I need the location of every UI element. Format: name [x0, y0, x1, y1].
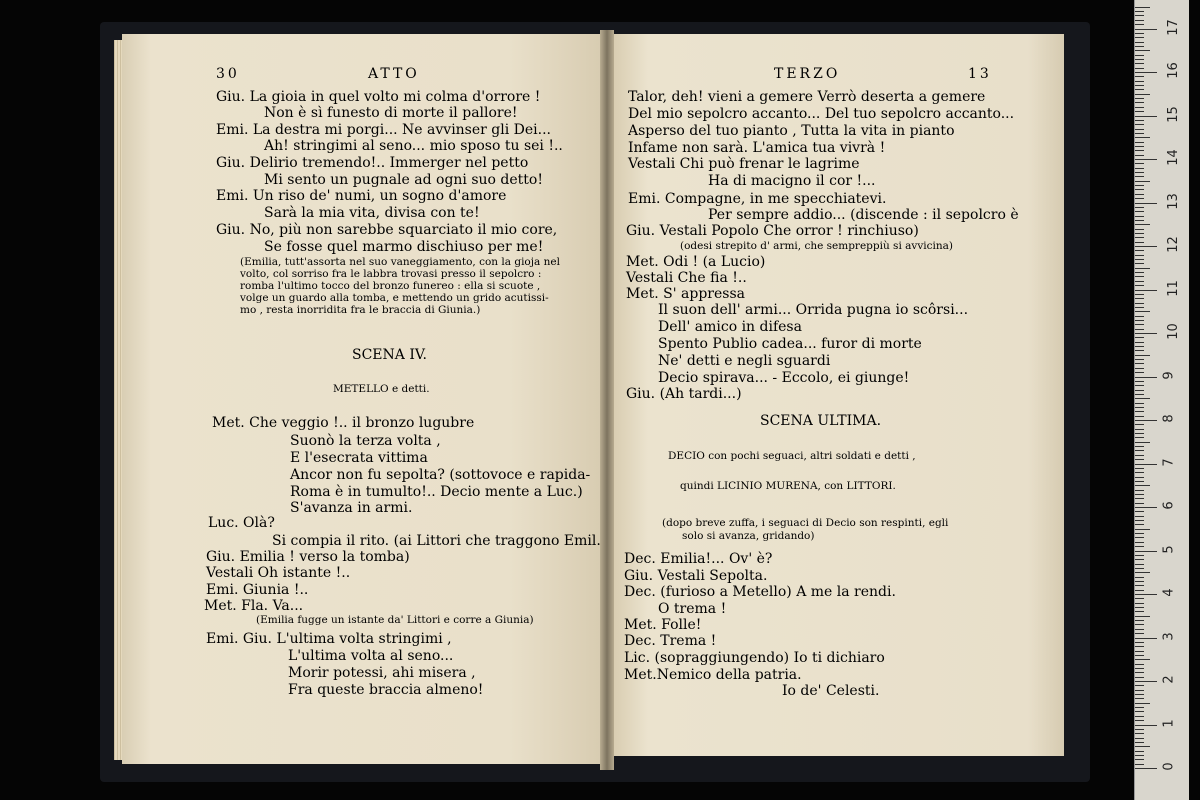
ruler-minor-tick [1135, 529, 1150, 530]
ruler-minor-tick [1135, 146, 1144, 147]
left-page-text-line: L'ultima volta al seno... [288, 648, 454, 664]
ruler-minor-tick [1135, 598, 1144, 599]
ruler-minor-tick [1135, 581, 1144, 582]
ruler-minor-tick [1135, 659, 1150, 660]
ruler-major-tick [1135, 116, 1157, 117]
ruler-minor-tick [1135, 294, 1144, 295]
right-page-text-line: Infame non sarà. L'amica tua vivrà ! [628, 140, 886, 156]
right-page-text-line: Vestali Chi può frenar le lagrime [628, 156, 860, 172]
right-page-text-line: Vestali Che fia !.. [626, 270, 747, 286]
right-page-text-line: Spento Publio cadea... furor di morte [658, 336, 922, 352]
left-page-text-line: S'avanza in armi. [290, 500, 413, 516]
ruler-label: 4 [1161, 588, 1177, 597]
ruler-minor-tick [1135, 764, 1144, 765]
ruler-minor-tick [1135, 181, 1150, 182]
ruler-major-tick [1135, 594, 1157, 595]
left-running-head: ATTO [368, 66, 420, 82]
ruler-label: 12 [1165, 236, 1181, 253]
left-page-text-line: Emi. La destra mi porgi... Ne avvinser gli Dei... [216, 122, 552, 138]
ruler-minor-tick [1135, 572, 1150, 573]
ruler-minor-tick [1135, 690, 1144, 691]
ruler-minor-tick [1135, 564, 1144, 565]
ruler-minor-tick [1135, 150, 1144, 151]
ruler-minor-tick [1135, 55, 1144, 56]
left-page-text-line: Suonò la terza volta , [290, 433, 441, 449]
ruler-major-tick [1135, 290, 1157, 291]
ruler-major-tick [1135, 464, 1157, 465]
ruler-minor-tick [1135, 307, 1144, 308]
ruler-minor-tick [1135, 385, 1144, 386]
ruler-minor-tick [1135, 329, 1144, 330]
ruler-minor-tick [1135, 176, 1144, 177]
right-page-number: 13 [968, 66, 992, 82]
right-page-text-line: (dopo breve zuffa, i seguaci di Decio son respinti, egli [662, 517, 949, 529]
ruler-minor-tick [1135, 655, 1144, 656]
ruler-minor-tick [1135, 468, 1144, 469]
ruler-label: 2 [1161, 675, 1177, 684]
ruler-minor-tick [1135, 607, 1144, 608]
ruler-minor-tick [1135, 276, 1144, 277]
left-page-text-line: Giu. Emilia ! verso la tomba) [206, 549, 410, 565]
left-page-text-line: Met. Che veggio !.. il bronzo lugubre [212, 415, 475, 431]
ruler-major-tick [1135, 159, 1157, 160]
ruler-minor-tick [1135, 707, 1144, 708]
ruler-minor-tick [1135, 511, 1144, 512]
ruler-minor-tick [1135, 98, 1144, 99]
ruler-minor-tick [1135, 642, 1144, 643]
ruler-minor-tick [1135, 746, 1150, 747]
ruler-minor-tick [1135, 620, 1144, 621]
ruler-major-tick [1135, 638, 1157, 639]
left-page-text-line: E l'esecrata vittima [290, 450, 428, 466]
left-page-text-line: Emi. Giunia !.. [206, 582, 309, 598]
ruler-label: 1 [1161, 718, 1177, 728]
ruler-minor-tick [1135, 537, 1144, 538]
ruler-minor-tick [1135, 342, 1144, 343]
right-page-text-line: Giu. (Ah tardi...) [626, 386, 742, 402]
ruler-minor-tick [1135, 446, 1144, 447]
left-page-text-line: Si compia il rito. (ai Littori che traggono Emil. [272, 533, 601, 549]
ruler-minor-tick [1135, 94, 1150, 95]
left-page-text-line: Vestali Oh istante !.. [206, 565, 351, 581]
ruler-minor-tick [1135, 107, 1144, 108]
ruler-minor-tick [1135, 168, 1144, 169]
ruler-label: 8 [1161, 414, 1177, 423]
ruler-minor-tick [1135, 698, 1144, 699]
right-page-text-line: quindi LICINIO MURENA, con LITTORI. [680, 480, 896, 492]
ruler-minor-tick [1135, 755, 1144, 756]
right-page-text-line: Met. S' appressa [626, 286, 745, 302]
ruler-minor-tick [1135, 11, 1144, 12]
right-page-text-line: SCENA ULTIMA. [760, 413, 882, 429]
ruler-minor-tick [1135, 272, 1144, 273]
ruler-major-tick [1135, 768, 1157, 769]
ruler-minor-tick [1135, 437, 1144, 438]
ruler-minor-tick [1135, 324, 1144, 325]
ruler-minor-tick [1135, 450, 1144, 451]
ruler-minor-tick [1135, 346, 1144, 347]
ruler-minor-tick [1135, 15, 1144, 16]
ruler-minor-tick [1135, 498, 1144, 499]
ruler-minor-tick [1135, 503, 1144, 504]
ruler-minor-tick [1135, 337, 1144, 338]
ruler-label: 13 [1165, 192, 1181, 210]
right-page-text-line: DECIO con pochi seguaci, altri soldati e detti , [668, 450, 916, 462]
right-page-text-line: Ha di macigno il cor !... [708, 173, 876, 189]
ruler-minor-tick [1135, 24, 1144, 25]
ruler-minor-tick [1135, 624, 1144, 625]
ruler-minor-tick [1135, 664, 1144, 665]
ruler-minor-tick [1135, 646, 1144, 647]
right-page-text-line: Met.Nemico della patria. [624, 667, 802, 683]
right-page-text-line: Dec. Trema ! [624, 633, 717, 649]
ruler-minor-tick [1135, 390, 1144, 391]
ruler-minor-tick [1135, 611, 1144, 612]
left-page-text-line: Met. Fla. Va... [204, 598, 304, 614]
ruler-minor-tick [1135, 411, 1144, 412]
ruler-minor-tick [1135, 89, 1144, 90]
ruler-minor-tick [1135, 133, 1144, 134]
right-page-text-line: Emi. Compagne, in me specchiatevi. [628, 191, 887, 207]
right-page-text-line: Del mio sepolcro accanto... Del tuo sepolcro accanto... [628, 106, 1015, 122]
ruler-label: 17 [1165, 18, 1181, 36]
right-page-text-line: (odesi strepito d' armi, che sempreppiù si avvicina) [680, 240, 953, 252]
ruler-minor-tick [1135, 729, 1144, 730]
ruler-minor-tick [1135, 494, 1144, 495]
ruler-minor-tick [1135, 237, 1144, 238]
ruler-minor-tick [1135, 233, 1144, 234]
ruler-minor-tick [1135, 129, 1144, 130]
right-running-head: TERZO [774, 66, 841, 82]
ruler-minor-tick [1135, 285, 1144, 286]
left-page-text-line: Giu. La gioia in quel volto mi colma d'orrore ! [216, 89, 541, 105]
ruler-minor-tick [1135, 394, 1144, 395]
ruler-minor-tick [1135, 172, 1144, 173]
left-page-text-line: Fra queste braccia almeno! [288, 682, 484, 698]
left-page-text-line: Sarà la mia vita, divisa con te! [264, 205, 480, 221]
ruler-minor-tick [1135, 359, 1144, 360]
ruler-label: 16 [1165, 62, 1181, 79]
ruler-minor-tick [1135, 477, 1144, 478]
ruler-minor-tick [1135, 137, 1150, 138]
ruler-minor-tick [1135, 433, 1144, 434]
ruler-minor-tick [1135, 255, 1144, 256]
ruler-minor-tick [1135, 616, 1150, 617]
ruler-minor-tick [1135, 759, 1144, 760]
ruler-major-tick [1135, 725, 1157, 726]
right-page-text-line: O trema ! [658, 601, 727, 617]
ruler-minor-tick [1135, 155, 1144, 156]
ruler-major-tick [1135, 29, 1157, 30]
ruler-minor-tick [1135, 651, 1144, 652]
ruler-minor-tick [1135, 711, 1144, 712]
left-page-text-line: (Emilia, tutt'assorta nel suo vaneggiamento, con la gioja nel [240, 256, 560, 268]
ruler-major-tick [1135, 246, 1157, 247]
right-page-text-line: Dell' amico in difesa [658, 319, 802, 335]
left-page-text-line: Luc. Olà? [208, 515, 275, 531]
left-page-text-line: Morir potessi, ahi misera , [288, 665, 476, 681]
ruler-major-tick [1135, 203, 1157, 204]
ruler-minor-tick [1135, 142, 1144, 143]
ruler-major-tick [1135, 377, 1157, 378]
ruler-minor-tick [1135, 424, 1144, 425]
right-page-text-line: Talor, deh! vieni a gemere Verrò deserta a gemere [628, 89, 986, 105]
right-page-text-line: Dec. Emilia!... Ov' è? [624, 551, 773, 567]
ruler-minor-tick [1135, 46, 1144, 47]
book-gutter [600, 30, 614, 770]
left-page-text-line: Se fosse quel marmo dischiuso per me! [264, 239, 544, 255]
right-page-text-line: Met. Odi ! (a Lucio) [626, 254, 766, 270]
ruler-minor-tick [1135, 751, 1144, 752]
ruler-major-tick [1135, 72, 1157, 73]
ruler-major-tick [1135, 507, 1157, 508]
ruler-minor-tick [1135, 220, 1144, 221]
left-page-text-line: SCENA IV. [352, 347, 427, 363]
ruler-minor-tick [1135, 185, 1144, 186]
ruler-minor-tick [1135, 216, 1144, 217]
ruler-minor-tick [1135, 381, 1144, 382]
ruler-minor-tick [1135, 720, 1144, 721]
left-page-text-line: romba l'ultimo tocco del bronzo funereo : ella si scuote , [240, 280, 541, 292]
right-page-text-line: solo si avanza, gridando) [682, 530, 815, 542]
ruler-minor-tick [1135, 590, 1144, 591]
ruler-minor-tick [1135, 281, 1144, 282]
ruler-minor-tick [1135, 633, 1144, 634]
ruler-major-tick [1135, 420, 1157, 421]
ruler-minor-tick [1135, 672, 1144, 673]
ruler-minor-tick [1135, 298, 1144, 299]
ruler-minor-tick [1135, 320, 1144, 321]
right-page-text-line: Decio spirava... - Eccolo, ei giunge! [658, 370, 910, 386]
ruler-minor-tick [1135, 211, 1144, 212]
ruler-minor-tick [1135, 81, 1144, 82]
ruler-minor-tick [1135, 455, 1144, 456]
ruler-minor-tick [1135, 568, 1144, 569]
left-page-text-line: Emi. Giu. L'ultima volta stringimi , [206, 631, 452, 647]
ruler-major-tick [1135, 551, 1157, 552]
ruler-minor-tick [1135, 350, 1144, 351]
ruler-minor-tick [1135, 629, 1144, 630]
left-page-text-line: Emi. Un riso de' numi, un sogno d'amore [216, 188, 507, 204]
ruler-label: 0 [1161, 762, 1177, 771]
left-page-text-line: METELLO e detti. [333, 383, 430, 395]
ruler-minor-tick [1135, 224, 1150, 225]
ruler-minor-tick [1135, 207, 1144, 208]
ruler-minor-tick [1135, 533, 1144, 534]
ruler-label: 3 [1161, 631, 1177, 641]
ruler-minor-tick [1135, 59, 1144, 60]
right-page-text-line: Io de' Celesti. [782, 683, 880, 699]
ruler-label: 6 [1161, 501, 1177, 510]
left-page-text-line: Ah! stringimi al seno... mio sposo tu sei !.. [264, 138, 563, 154]
right-page-text-line: Met. Folle! [624, 617, 702, 633]
ruler-minor-tick [1135, 63, 1144, 64]
ruler-minor-tick [1135, 268, 1150, 269]
left-page-text-line: volto, col sorriso fra le labbra trovasi presso il sepolcro : [240, 268, 542, 280]
right-page-text-line: Dec. (furioso a Metello) A me la rendi. [624, 584, 896, 600]
ruler-minor-tick [1135, 68, 1144, 69]
ruler-minor-tick [1135, 111, 1144, 112]
ruler-label: 14 [1165, 149, 1181, 166]
right-page-text-line: Asperso del tuo pianto , Tutta la vita in pianto [628, 123, 955, 139]
ruler-minor-tick [1135, 250, 1144, 251]
ruler-minor-tick [1135, 429, 1144, 430]
ruler-minor-tick [1135, 37, 1144, 38]
ruler-minor-tick [1135, 263, 1144, 264]
ruler-minor-tick [1135, 520, 1144, 521]
right-page-text-line: Ne' detti e negli sguardi [658, 353, 831, 369]
left-page-text-line: (Emilia fugge un istante da' Littori e corre a Giunia) [256, 614, 534, 626]
ruler-label: 7 [1161, 457, 1177, 467]
ruler-minor-tick [1135, 102, 1144, 103]
left-page-text-line: Giu. Delirio tremendo!.. Immerger nel petto [216, 155, 529, 171]
ruler-minor-tick [1135, 76, 1144, 77]
ruler-minor-tick [1135, 124, 1144, 125]
ruler-minor-tick [1135, 403, 1144, 404]
ruler-minor-tick [1135, 577, 1144, 578]
left-page-text-line: volge un guardo alla tomba, e mettendo un grido acutissi- [240, 292, 549, 304]
left-page-text-line: Giu. No, più non sarebbe squarciato il mio core, [216, 222, 558, 238]
ruler-minor-tick [1135, 516, 1144, 517]
ruler-minor-tick [1135, 481, 1144, 482]
ruler-minor-tick [1135, 355, 1150, 356]
ruler-label: 9 [1161, 370, 1177, 380]
measuring-ruler [1134, 0, 1189, 800]
ruler-minor-tick [1135, 303, 1144, 304]
ruler-minor-tick [1135, 194, 1144, 195]
ruler-minor-tick [1135, 416, 1144, 417]
ruler-minor-tick [1135, 742, 1144, 743]
ruler-minor-tick [1135, 20, 1144, 21]
left-page-text-line: Mi sento un pugnale ad ogni suo detto! [264, 172, 543, 188]
ruler-major-tick [1135, 681, 1157, 682]
ruler-minor-tick [1135, 555, 1144, 556]
ruler-minor-tick [1135, 524, 1144, 525]
left-page-text-line: Roma è in tumulto!.. Decio mente a Luc.) [290, 484, 583, 500]
ruler-minor-tick [1135, 398, 1150, 399]
ruler-label: 11 [1165, 279, 1181, 297]
ruler-minor-tick [1135, 485, 1150, 486]
ruler-minor-tick [1135, 189, 1144, 190]
ruler-minor-tick [1135, 559, 1144, 560]
ruler-minor-tick [1135, 472, 1144, 473]
ruler-minor-tick [1135, 85, 1144, 86]
right-page-text-line: Il suon dell' armi... Orrida pugna io scôrsi... [658, 302, 969, 318]
ruler-minor-tick [1135, 198, 1144, 199]
ruler-label: 10 [1165, 323, 1181, 340]
ruler-minor-tick [1135, 259, 1144, 260]
ruler-minor-tick [1135, 603, 1144, 604]
right-page-text-line: Giu. Vestali Sepolta. [624, 568, 768, 584]
ruler-minor-tick [1135, 407, 1144, 408]
left-page-number: 30 [216, 66, 240, 82]
left-page-text-line: mo , resta inorridita fra le braccia di Giunia.) [240, 304, 481, 316]
right-page-text-line: Per sempre addio... (discende : il sepolcro è [708, 207, 1019, 223]
ruler-label: 15 [1165, 105, 1181, 123]
ruler-minor-tick [1135, 372, 1144, 373]
ruler-minor-tick [1135, 363, 1144, 364]
ruler-minor-tick [1135, 733, 1144, 734]
left-page-text-line: Non è sì funesto di morte il pallore! [264, 105, 518, 121]
right-page-text-line: Lic. (sopraggiungendo) Io ti dichiaro [624, 650, 885, 666]
right-page-text-line: Giu. Vestali Popolo Che orror ! rinchiuso) [626, 223, 919, 239]
ruler-minor-tick [1135, 368, 1144, 369]
ruler-minor-tick [1135, 316, 1144, 317]
ruler-minor-tick [1135, 685, 1144, 686]
ruler-minor-tick [1135, 542, 1144, 543]
ruler-minor-tick [1135, 120, 1144, 121]
ruler-minor-tick [1135, 442, 1150, 443]
ruler-minor-tick [1135, 7, 1150, 8]
ruler-minor-tick [1135, 490, 1144, 491]
ruler-minor-tick [1135, 585, 1144, 586]
ruler-minor-tick [1135, 546, 1144, 547]
ruler-minor-tick [1135, 242, 1144, 243]
ruler-minor-tick [1135, 42, 1144, 43]
ruler-label: 5 [1161, 544, 1177, 554]
ruler-minor-tick [1135, 694, 1144, 695]
ruler-minor-tick [1135, 229, 1144, 230]
ruler-minor-tick [1135, 703, 1150, 704]
left-page-text-line: Ancor non fu sepolta? (sottovoce e rapida- [290, 467, 591, 483]
ruler-minor-tick [1135, 677, 1144, 678]
ruler-major-tick [1135, 333, 1157, 334]
ruler-minor-tick [1135, 50, 1150, 51]
ruler-minor-tick [1135, 668, 1144, 669]
ruler-minor-tick [1135, 459, 1144, 460]
ruler-minor-tick [1135, 738, 1144, 739]
ruler-minor-tick [1135, 311, 1150, 312]
ruler-minor-tick [1135, 163, 1144, 164]
ruler-minor-tick [1135, 33, 1144, 34]
ruler-minor-tick [1135, 716, 1144, 717]
